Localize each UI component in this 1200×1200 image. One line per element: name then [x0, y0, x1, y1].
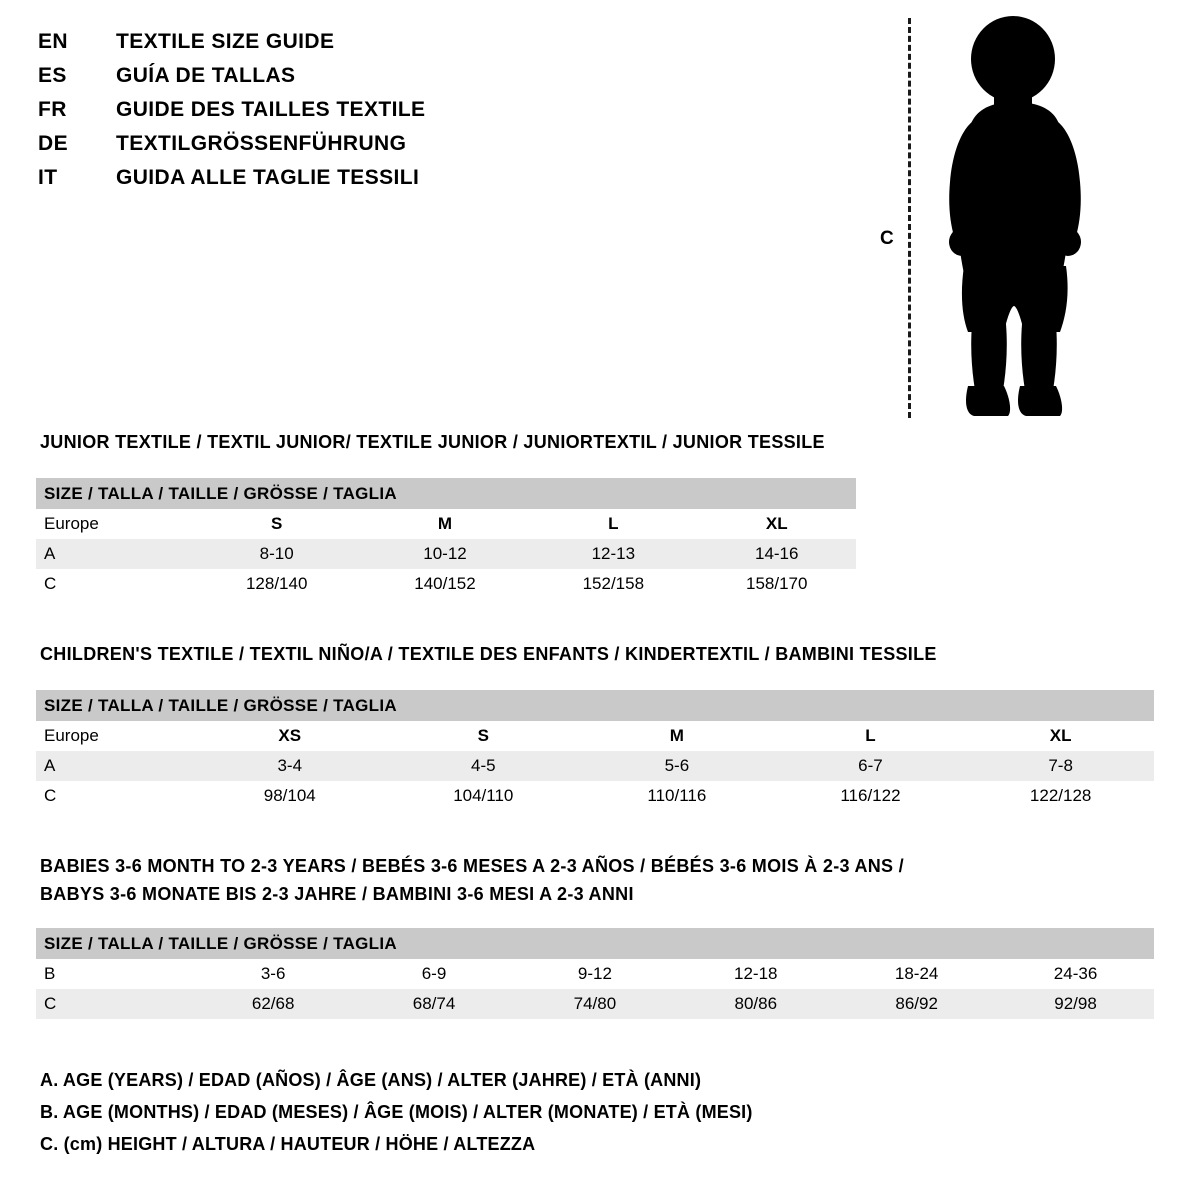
- language-title: GUIDE DES TAILLES TEXTILE: [116, 98, 426, 121]
- babies-size-table: [36, 928, 1154, 1019]
- table-cell: 62/68: [193, 989, 354, 1019]
- table-cell: 10-12: [361, 539, 529, 569]
- language-code: DE: [38, 132, 68, 155]
- language-title: TEXTILGRÖSSENFÜHRUNG: [116, 132, 407, 155]
- table-cell: 8-10: [193, 539, 361, 569]
- table-cell: 122/128: [967, 781, 1154, 811]
- band-label: SIZE / TALLA / TAILLE / GRÖSSE / TAGLIA: [36, 478, 856, 509]
- language-title-block: [38, 30, 658, 200]
- table-cell: 18-24: [836, 959, 997, 989]
- row-label: C: [36, 781, 193, 811]
- region-label: Europe: [36, 509, 193, 539]
- language-row: [38, 98, 658, 132]
- table-cell: 7-8: [967, 751, 1154, 781]
- legend-line-b: B. AGE (MONTHS) / EDAD (MESES) / ÂGE (MOIS) / ALTER (MONATE) / ETÀ (MESI): [40, 1102, 753, 1122]
- size-header: L: [774, 721, 968, 751]
- language-code: FR: [38, 98, 67, 121]
- table-header-row: [36, 721, 1154, 751]
- band-label: SIZE / TALLA / TAILLE / GRÖSSE / TAGLIA: [36, 690, 1154, 721]
- language-title: GUÍA DE TALLAS: [116, 64, 296, 87]
- size-header: M: [580, 721, 774, 751]
- legend-line-c: C. (cm) HEIGHT / ALTURA / HAUTEUR / HÖHE / ALTEZZA: [40, 1134, 536, 1154]
- table-cell: 104/110: [387, 781, 581, 811]
- table-cell: 5-6: [580, 751, 774, 781]
- row-label: A: [36, 539, 193, 569]
- language-row: [38, 64, 658, 98]
- junior-size-table: [36, 478, 856, 599]
- table-cell: 3-4: [193, 751, 387, 781]
- table-band-row: [36, 478, 856, 509]
- size-header: XL: [967, 721, 1154, 751]
- section-title-babies-line1: BABIES 3-6 MONTH TO 2-3 YEARS / BEBÉS 3-6 MESES A 2-3 AÑOS / BÉBÉS 3-6 MOIS À 2-3 ANS /: [40, 856, 904, 876]
- size-header: L: [529, 509, 697, 539]
- table-cell: 9-12: [514, 959, 675, 989]
- language-code: IT: [38, 166, 58, 189]
- table-cell: 4-5: [387, 751, 581, 781]
- row-label: A: [36, 751, 193, 781]
- table-cell: 98/104: [193, 781, 387, 811]
- table-cell: 12-13: [529, 539, 697, 569]
- row-label: B: [36, 959, 193, 989]
- size-header: XL: [697, 509, 856, 539]
- table-cell: 86/92: [836, 989, 997, 1019]
- table-row: [36, 539, 856, 569]
- table-cell: 158/170: [697, 569, 856, 599]
- table-cell: 3-6: [193, 959, 354, 989]
- table-cell: 116/122: [774, 781, 968, 811]
- table-row: [36, 989, 1154, 1019]
- section-title-children: CHILDREN'S TEXTILE / TEXTIL NIÑO/A / TEXTILE DES ENFANTS / KINDERTEXTIL / BAMBINI TESSILE: [40, 644, 937, 664]
- child-silhouette-icon: [920, 14, 1120, 424]
- table-cell: 12-18: [675, 959, 836, 989]
- table-cell: 6-7: [774, 751, 968, 781]
- band-label: SIZE / TALLA / TAILLE / GRÖSSE / TAGLIA: [36, 928, 1154, 959]
- row-label: C: [36, 569, 193, 599]
- language-title: GUIDA ALLE TAGLIE TESSILI: [116, 166, 420, 189]
- table-cell: 152/158: [529, 569, 697, 599]
- table-cell: 128/140: [193, 569, 361, 599]
- language-code: EN: [38, 30, 68, 53]
- table-row: [36, 569, 856, 599]
- table-band-row: [36, 928, 1154, 959]
- children-size-table: [36, 690, 1154, 811]
- section-title-babies-line2: BABYS 3-6 MONATE BIS 2-3 JAHRE / BAMBINI 3-6 MESI A 2-3 ANNI: [40, 884, 634, 904]
- language-code: ES: [38, 64, 67, 87]
- table-row: [36, 959, 1154, 989]
- size-header: S: [193, 509, 361, 539]
- language-title: TEXTILE SIZE GUIDE: [116, 30, 335, 53]
- language-row: [38, 132, 658, 166]
- legend-block: [40, 1070, 753, 1166]
- table-cell: 110/116: [580, 781, 774, 811]
- size-header: S: [387, 721, 581, 751]
- table-cell: 140/152: [361, 569, 529, 599]
- table-cell: 92/98: [997, 989, 1154, 1019]
- table-cell: 6-9: [354, 959, 515, 989]
- table-band-row: [36, 690, 1154, 721]
- table-cell: 74/80: [514, 989, 675, 1019]
- table-header-row: [36, 509, 856, 539]
- height-dashed-line: [908, 18, 911, 418]
- region-label: Europe: [36, 721, 193, 751]
- table-cell: 24-36: [997, 959, 1154, 989]
- size-header: XS: [193, 721, 387, 751]
- size-header: M: [361, 509, 529, 539]
- height-measure-label: C: [880, 228, 894, 249]
- height-figure: [880, 10, 1140, 420]
- table-cell: 80/86: [675, 989, 836, 1019]
- section-title-babies: [40, 856, 904, 905]
- table-row: [36, 751, 1154, 781]
- table-cell: 14-16: [697, 539, 856, 569]
- row-label: C: [36, 989, 193, 1019]
- language-row: [38, 166, 658, 200]
- table-cell: 68/74: [354, 989, 515, 1019]
- legend-line-a: A. AGE (YEARS) / EDAD (AÑOS) / ÂGE (ANS) / ALTER (JAHRE) / ETÀ (ANNI): [40, 1070, 702, 1090]
- language-row: [38, 30, 658, 64]
- table-row: [36, 781, 1154, 811]
- section-title-junior: JUNIOR TEXTILE / TEXTIL JUNIOR/ TEXTILE JUNIOR / JUNIORTEXTIL / JUNIOR TESSILE: [40, 432, 825, 452]
